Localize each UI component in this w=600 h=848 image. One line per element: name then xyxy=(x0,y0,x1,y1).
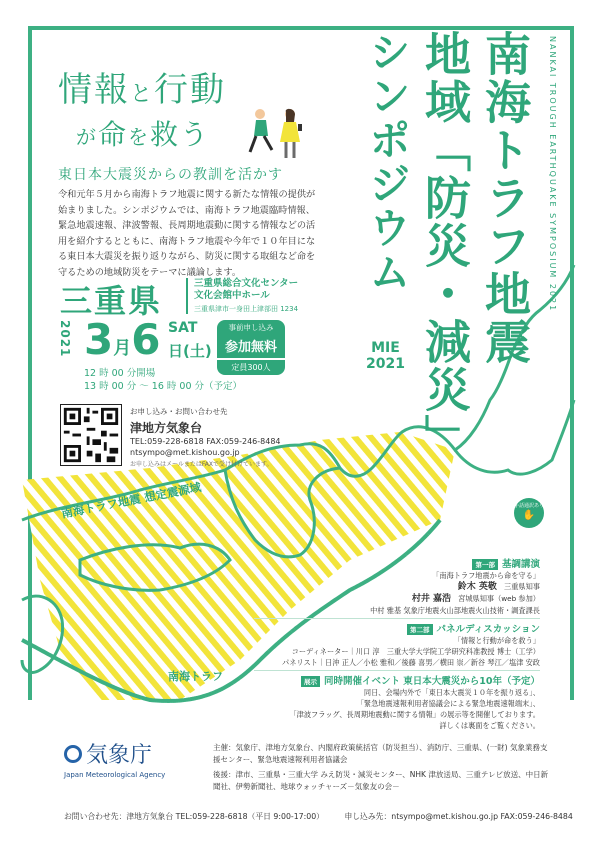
divider xyxy=(254,670,540,671)
exhibit-line: 「緊急地震速報利用者協議会による緊急地震速報端末」、 xyxy=(356,699,540,708)
headline-word: 行動 xyxy=(154,70,227,110)
contact-tel-fax: TEL:059-228-6818 FAX:059-246-8484 xyxy=(130,437,281,446)
speaker-name: 村井 嘉浩 xyxy=(411,594,451,604)
title-line-2: 地域「防災・減災」 xyxy=(418,30,472,462)
contact-email[interactable]: ntsympo@met.kishou.go.jp xyxy=(130,448,240,457)
day-jp: (土) xyxy=(183,342,212,360)
footer-contact xyxy=(64,811,573,822)
speaker-name: 鈴木 英敬 xyxy=(457,582,497,592)
footer-inquiry: お問い合わせ先：津地方気象台 TEL:059-228-6818（平日 9:00-17:00） xyxy=(64,812,324,821)
tag-part2: 第二部 xyxy=(407,624,433,635)
footer-apply[interactable]: 申し込み先：ntsympo@met.kishou.go.jp FAX:059-246-8484 xyxy=(344,812,573,821)
intro-paragraph: 令和元年５月から南海トラフ地震に関する新たな情報の提供が始まりました。シンポジウムでは、南海トラフ地震臨時情報、緊急地震速報、津波警報、長周期地震動に関する情報などの活用を紹介するとともに、南海トラフ地震や今年で１０年目になる東日本大震災を振り返りながら、防災に関する取組など命を守るための地域防災をテーマに議論します。 xyxy=(58,189,316,278)
part1-title: 基調講演 xyxy=(501,559,540,570)
title-line-1: 南海トラフ地震 xyxy=(478,30,532,366)
headline-particle: と xyxy=(130,82,155,107)
sign-language-label: 手話通訳あり xyxy=(514,503,545,509)
speaker-line: 中村 雅基 気象庁地震火山部地震火山技術・調査課長 xyxy=(370,606,540,615)
day-unit: 日 xyxy=(168,342,184,360)
mie-label: MIE xyxy=(371,340,400,356)
focal-region-label: 南海トラフ地震 想定震源域 xyxy=(60,479,203,521)
event-day: 6 xyxy=(131,315,161,364)
title-line-3: シンポジウム xyxy=(363,30,412,294)
jma-emblem-icon xyxy=(64,745,82,763)
tag-exhibit: 展示 xyxy=(301,676,320,687)
divider xyxy=(254,618,540,619)
contact-note: お申し込みはメールまたはFAXで受け付けています。 xyxy=(130,461,273,468)
part2-theme: 「情報と行動が命を救う」 xyxy=(453,636,540,645)
event-year: 2021 xyxy=(58,320,72,358)
supporters-line: 後援：津市、三重県・三重大学 みえ防災・減災センター、NHK 津放送局、三重テレビ放送、中日新聞社、伊勢新聞社、地球ウォッチャーズ－気象友の会－ xyxy=(213,770,549,791)
contact-info xyxy=(130,406,330,468)
panelists: パネリスト｜日沖 正人／小松 雅和／後藤 喜男／横田 崇／新谷 琴江／塩津 安政 xyxy=(282,658,540,667)
prefecture: 三重県 xyxy=(60,282,163,320)
venue-hall: 文化会館中ホール xyxy=(194,290,270,301)
exhibit-title: 同時開催イベント 東日本大震災から10年（予定） xyxy=(323,676,540,687)
headline-particle: が xyxy=(76,125,98,149)
session-time: 13 時 00 分 ～ 16 時 00 分（予定） xyxy=(84,381,243,392)
badge-capacity: 定員300人 xyxy=(217,360,285,375)
headline-word: 命 xyxy=(98,118,129,151)
headline-word: 救う xyxy=(150,118,211,151)
exhibit-line: 「津波フラッグ、長周期地震動に関する情報」の展示等を開催しております。 xyxy=(289,710,540,719)
coordinator: コーディネーター｜川口 淳 三重大学大学院工学研究科准教授 博士（工学） xyxy=(291,647,540,656)
symposium-english: NANKAI TROUGH EARTHQUAKE SYMPOSIUM 2021 xyxy=(548,36,557,313)
program xyxy=(254,556,540,731)
speaker-role: 三重県知事 xyxy=(504,582,540,591)
speaker-role: 宮城県知事（web 参加） xyxy=(458,594,540,603)
event-month: 3 xyxy=(84,315,114,364)
part2-title: パネルディスカッション xyxy=(436,624,540,635)
registration-badge xyxy=(217,320,285,375)
contact-org: 津地方気象台 xyxy=(130,421,203,435)
day-of-week-en: SAT xyxy=(168,320,198,336)
jma-logo xyxy=(64,738,165,779)
jma-name: 気象庁 xyxy=(86,743,153,768)
exhibit-line: 同日、会場内外で「東日本大震災１０年を振り返る」、 xyxy=(363,688,540,697)
see-back: 詳しくは裏面をご覧ください。 xyxy=(439,721,540,730)
event-date xyxy=(84,315,161,364)
year-label: 2021 xyxy=(366,356,405,372)
coastline-north xyxy=(455,400,574,474)
lesson-subtitle: 東日本大震災からの教訓を活かす xyxy=(58,167,283,183)
organizers xyxy=(213,742,553,793)
open-time: 12 時 00 分開場 xyxy=(84,368,156,379)
contact-label: お申し込み・お問い合わせ先 xyxy=(130,407,228,416)
qr-code-icon[interactable] xyxy=(60,404,122,466)
badge-prereg: 事前申し込み xyxy=(217,320,285,335)
part1-talk: 「南海トラフ地震から命を守る」 xyxy=(432,571,540,580)
headline xyxy=(58,62,226,153)
badge-free: 参加無料 xyxy=(217,335,285,358)
jma-english: Japan Meteorological Agency xyxy=(64,771,166,779)
day-of-week-jp xyxy=(168,340,212,361)
organizers-line: 主催：気象庁、津地方気象台、内閣府政策統括官（防災担当）、消防庁、三重県、(一財) 気象業務支援センター、緊急地震速報利用者協議会 xyxy=(213,743,548,764)
headline-particle: を xyxy=(128,125,151,149)
venue-name: 三重県総合文化センター xyxy=(194,278,299,289)
sign-language-icon: 手話通訳あり ✋ xyxy=(514,498,544,528)
trough-label: 南海トラフ xyxy=(168,670,223,683)
month-unit: 月 xyxy=(113,338,132,359)
venue-address: 三重県津市一身田上津部田 1234 xyxy=(194,305,299,313)
headline-word: 情報 xyxy=(58,70,130,110)
mie-year xyxy=(366,340,405,372)
people-illustration xyxy=(246,108,312,160)
venue xyxy=(186,278,336,314)
tag-part1: 第一部 xyxy=(472,559,498,570)
